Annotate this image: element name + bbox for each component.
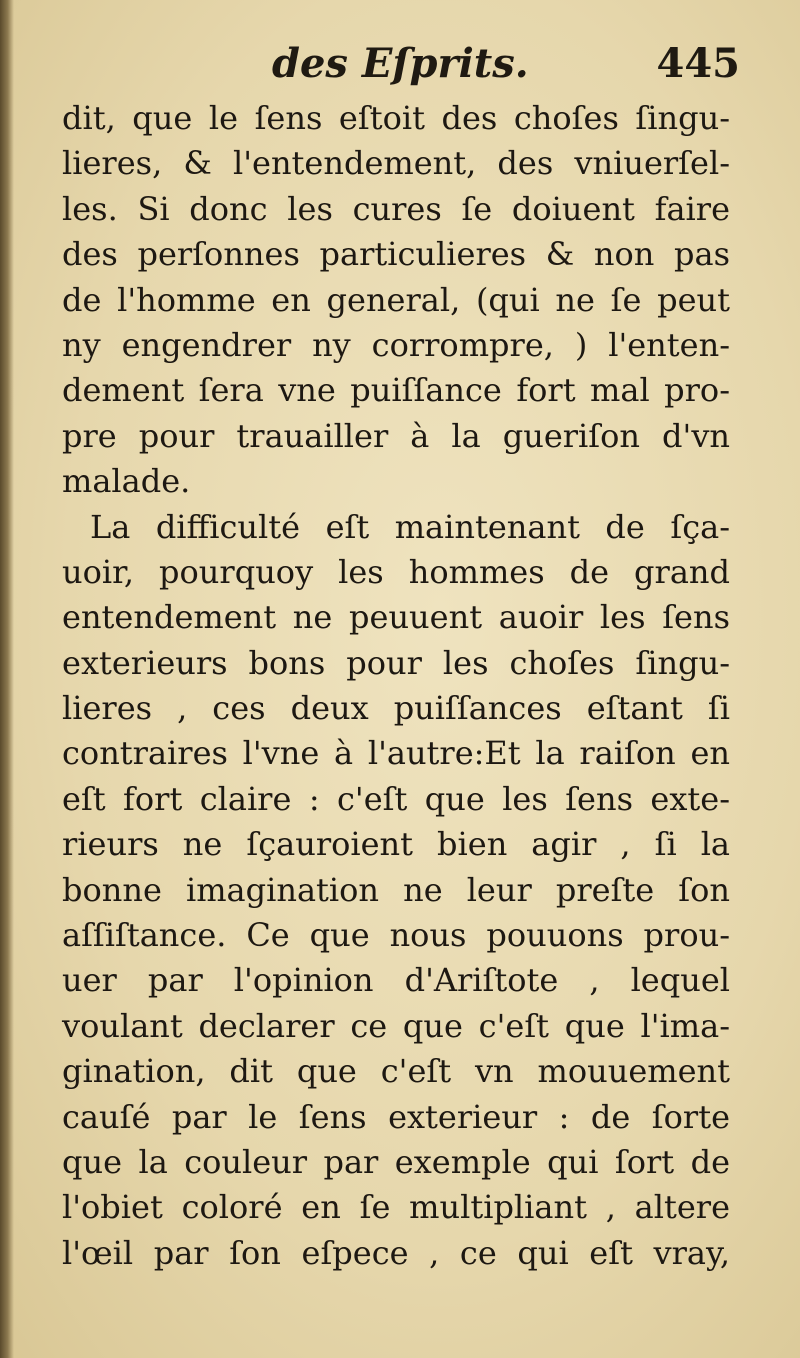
text-line: l'œil par ſon eſpece , ce qui eſt vray, [62,1233,730,1272]
text-line: lieres , ces deux puiſſances eſtant ſi [62,689,730,728]
text-line: les. Si donc les cures ſe doiuent faire [62,189,730,228]
text-line: aſſiſtance. Ce que nous pouuons prou- [62,916,730,955]
book-spine-shadow [0,0,14,1358]
text-line: cauſé par le ſens exterieur : de ſorte [62,1097,730,1136]
text-line: La difficulté eſt maintenant de ſça- [90,507,730,546]
text-line: des perſonnes particulieres & non pas [62,235,730,274]
text-line: pre pour trauailler à la gueriſon d'vn [62,416,730,455]
text-line: entendement ne peuuent auoir les ſens [62,598,730,637]
text-line: lieres, & l'entendement, des vniuerſel- [62,144,730,183]
text-line: malade. [62,462,191,501]
running-head: des Eſprits. [272,40,529,87]
text-line: bonne imagination ne leur preſte ſon [62,870,730,909]
text-line: dit, que le ſens eſtoit des choſes ſingu- [62,99,730,137]
text-line: eſt fort claire : c'eſt que les ſens exte- [62,779,730,818]
text-line: que la couleur par exemple qui ſort de [62,1142,730,1181]
text-line: voulant declarer ce que c'eſt que l'ima- [62,1006,730,1045]
text-line: de l'homme en general, (qui ne ſe peut [62,280,730,319]
text-line: contraires l'vne à l'autre:Et la raiſon en [62,734,730,773]
text-line: dement ſera vne puiſſance fort mal pro- [62,371,730,410]
text-line: rieurs ne ſçauroient bien agir , ſi la [62,825,730,864]
text-line: uoir, pourquoy les hommes de grand [62,552,730,591]
text-line: exterieurs bons pour les choſes ſingu- [62,643,730,682]
text-line: gination, dit que c'eſt vn mouuement [62,1052,730,1091]
text-line: l'obiet coloré en ſe multipliant , altere [62,1188,730,1227]
body-text [62,96,730,1276]
page-number: 445 [656,40,740,87]
text-line: uer par l'opinion d'Ariſtote , lequel [62,961,730,1000]
text-line: ny engendrer ny corrompre, ) l'enten- [62,325,730,364]
page-header [60,38,740,98]
